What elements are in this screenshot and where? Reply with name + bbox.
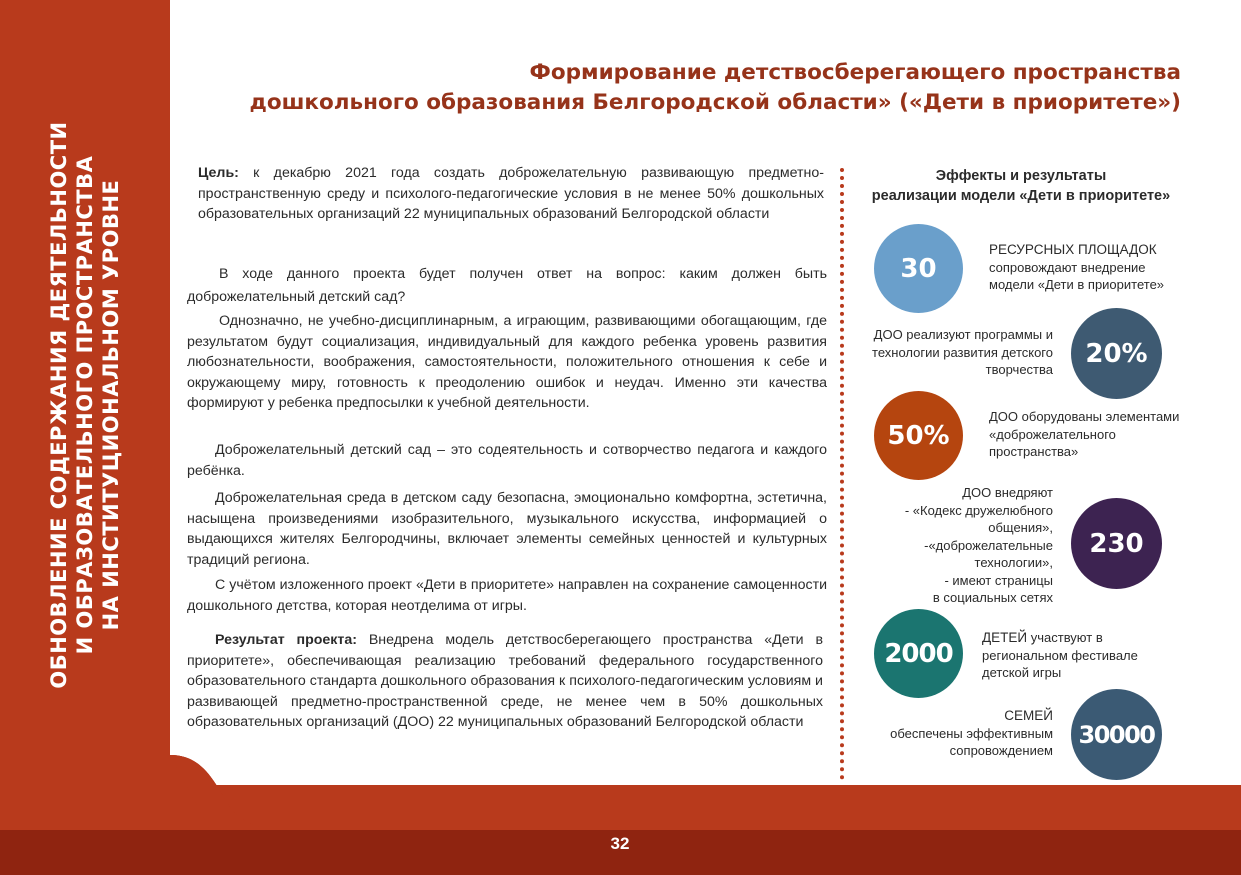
stat-text-equipped: ДОО оборудованы элементами «доброжелательного пространства» <box>989 409 1180 459</box>
page-number: 32 <box>610 834 630 853</box>
stat-circle-families: 30000 <box>1071 689 1162 780</box>
result-paragraph <box>187 630 823 733</box>
section-title-vertical <box>30 110 140 700</box>
question-paragraph: В ходе данного проекта будет получен ответ на вопрос: каким должен быть доброжелательный детский сад? <box>187 266 827 305</box>
section-title-line-2: И ОБРАЗОВАТЕЛЬНОГО ПРОСТРАНСТВА <box>73 155 97 655</box>
stat-circle-programs: 20% <box>1071 308 1162 399</box>
section-title-line-3: НА ИНСТИТУЦИОНАЛЬНОМ УРОВНЕ <box>99 179 123 631</box>
stat-text-body: участвуют в региональном фестивале детской игры <box>982 630 1138 680</box>
stat-text-families <box>862 707 1053 760</box>
stat-circle-children: 2000 <box>874 609 963 698</box>
goal-paragraph <box>198 163 824 225</box>
stat-circle-resource-sites: 30 <box>874 224 963 313</box>
page-title-line-2: дошкольного образования Белгородской области» («Дети в приоритете») <box>249 90 1181 115</box>
definition-paragraph: Доброжелательный детский сад – это содеятельность и сотворчество педагога и каждого ребёнка. <box>187 442 827 479</box>
stat-text-resource-sites <box>989 241 1189 294</box>
stat-text-code: ДОО внедряют - «Кодекс дружелюбного общения», -«доброжелательные технологии», - имеют страницы в социальных сетях <box>904 485 1053 605</box>
page-title <box>181 58 1181 118</box>
stat-circle-equipped: 50% <box>874 391 963 480</box>
stat-text-strong: СЕМЕЙ <box>1004 708 1053 723</box>
dotted-divider <box>840 168 844 780</box>
effects-title <box>858 166 1184 206</box>
stat-text-body: сопровождают внедрение модели «Дети в приоритете» <box>989 259 1165 292</box>
result-text: Внедрена модель детствосберегающего пространства «Дети в приоритете», обеспечивающая реализацию требований федерального государственного образовательного стандарта дошкольного образования к психолого-педагогическим условиям и развивающей предметно-пространственной среде, не менее чем в 50% дошкольных образовательных организаций (ДОО) 22 муниципальных образований Белгородской области <box>187 632 823 730</box>
summary-paragraph: С учётом изложенного проект «Дети в приоритете» направлен на сохранение самоценности дошкольного детства, которая неотделима от игры. <box>187 577 827 614</box>
stat-text-strong: РЕСУРСНЫХ ПЛОЩАДОК <box>989 242 1157 257</box>
section-title-line-1: ОБНОВЛЕНИЕ СОДЕРЖАНИЯ ДЕЯТЕЛЬНОСТИ <box>47 121 71 689</box>
stat-circle-code: 230 <box>1071 498 1162 589</box>
goal-text: к декабрю 2021 года создать доброжелательную развивающую предметно-пространственную среду и психолого-педагогические условия в не менее 50% дошкольных образовательных организаций 22 муниципальных образований Белгородской области <box>198 165 824 222</box>
effects-title-line-1: Эффекты и результаты <box>935 168 1107 184</box>
answer-paragraph: Однозначно, не учебно-дисциплинарным, а играющим, развивающими обогащающим, где результатом будут социализация, индивидуальный для каждого ребенка уровень развития любознательности, воображения, самостоятельности, положительного отношения к себе и окружающему миру, готовность к преодолению ошибок и неудач. Именно эти качества формируют у ребенка предпосылки к учебной деятельности. <box>187 313 827 411</box>
stat-text-programs: ДОО реализуют программы и технологии развития детского творчества <box>872 327 1053 377</box>
environment-paragraph: Доброжелательная среда в детском саду безопасна, эмоционально комфортна, эстетична, насыщена произведениями изобразительного, музыкального искусства, информацией о выдающихся жителях Белгородчины, включает элементы семейных ценностей и культурных традиций региона. <box>187 490 827 568</box>
result-label: Результат проекта: <box>215 632 357 648</box>
effects-title-line-2: реализации модели «Дети в приоритете» <box>871 188 1171 204</box>
page-title-line-1: Формирование детствосберегающего пространства <box>529 60 1181 85</box>
stat-text-children <box>982 629 1182 682</box>
stat-text-strong: ДЕТЕЙ <box>982 630 1028 645</box>
stat-text-body: обеспечены эффективным сопровождением <box>890 725 1053 758</box>
goal-label: Цель: <box>198 165 239 181</box>
footer-band <box>0 740 1241 875</box>
